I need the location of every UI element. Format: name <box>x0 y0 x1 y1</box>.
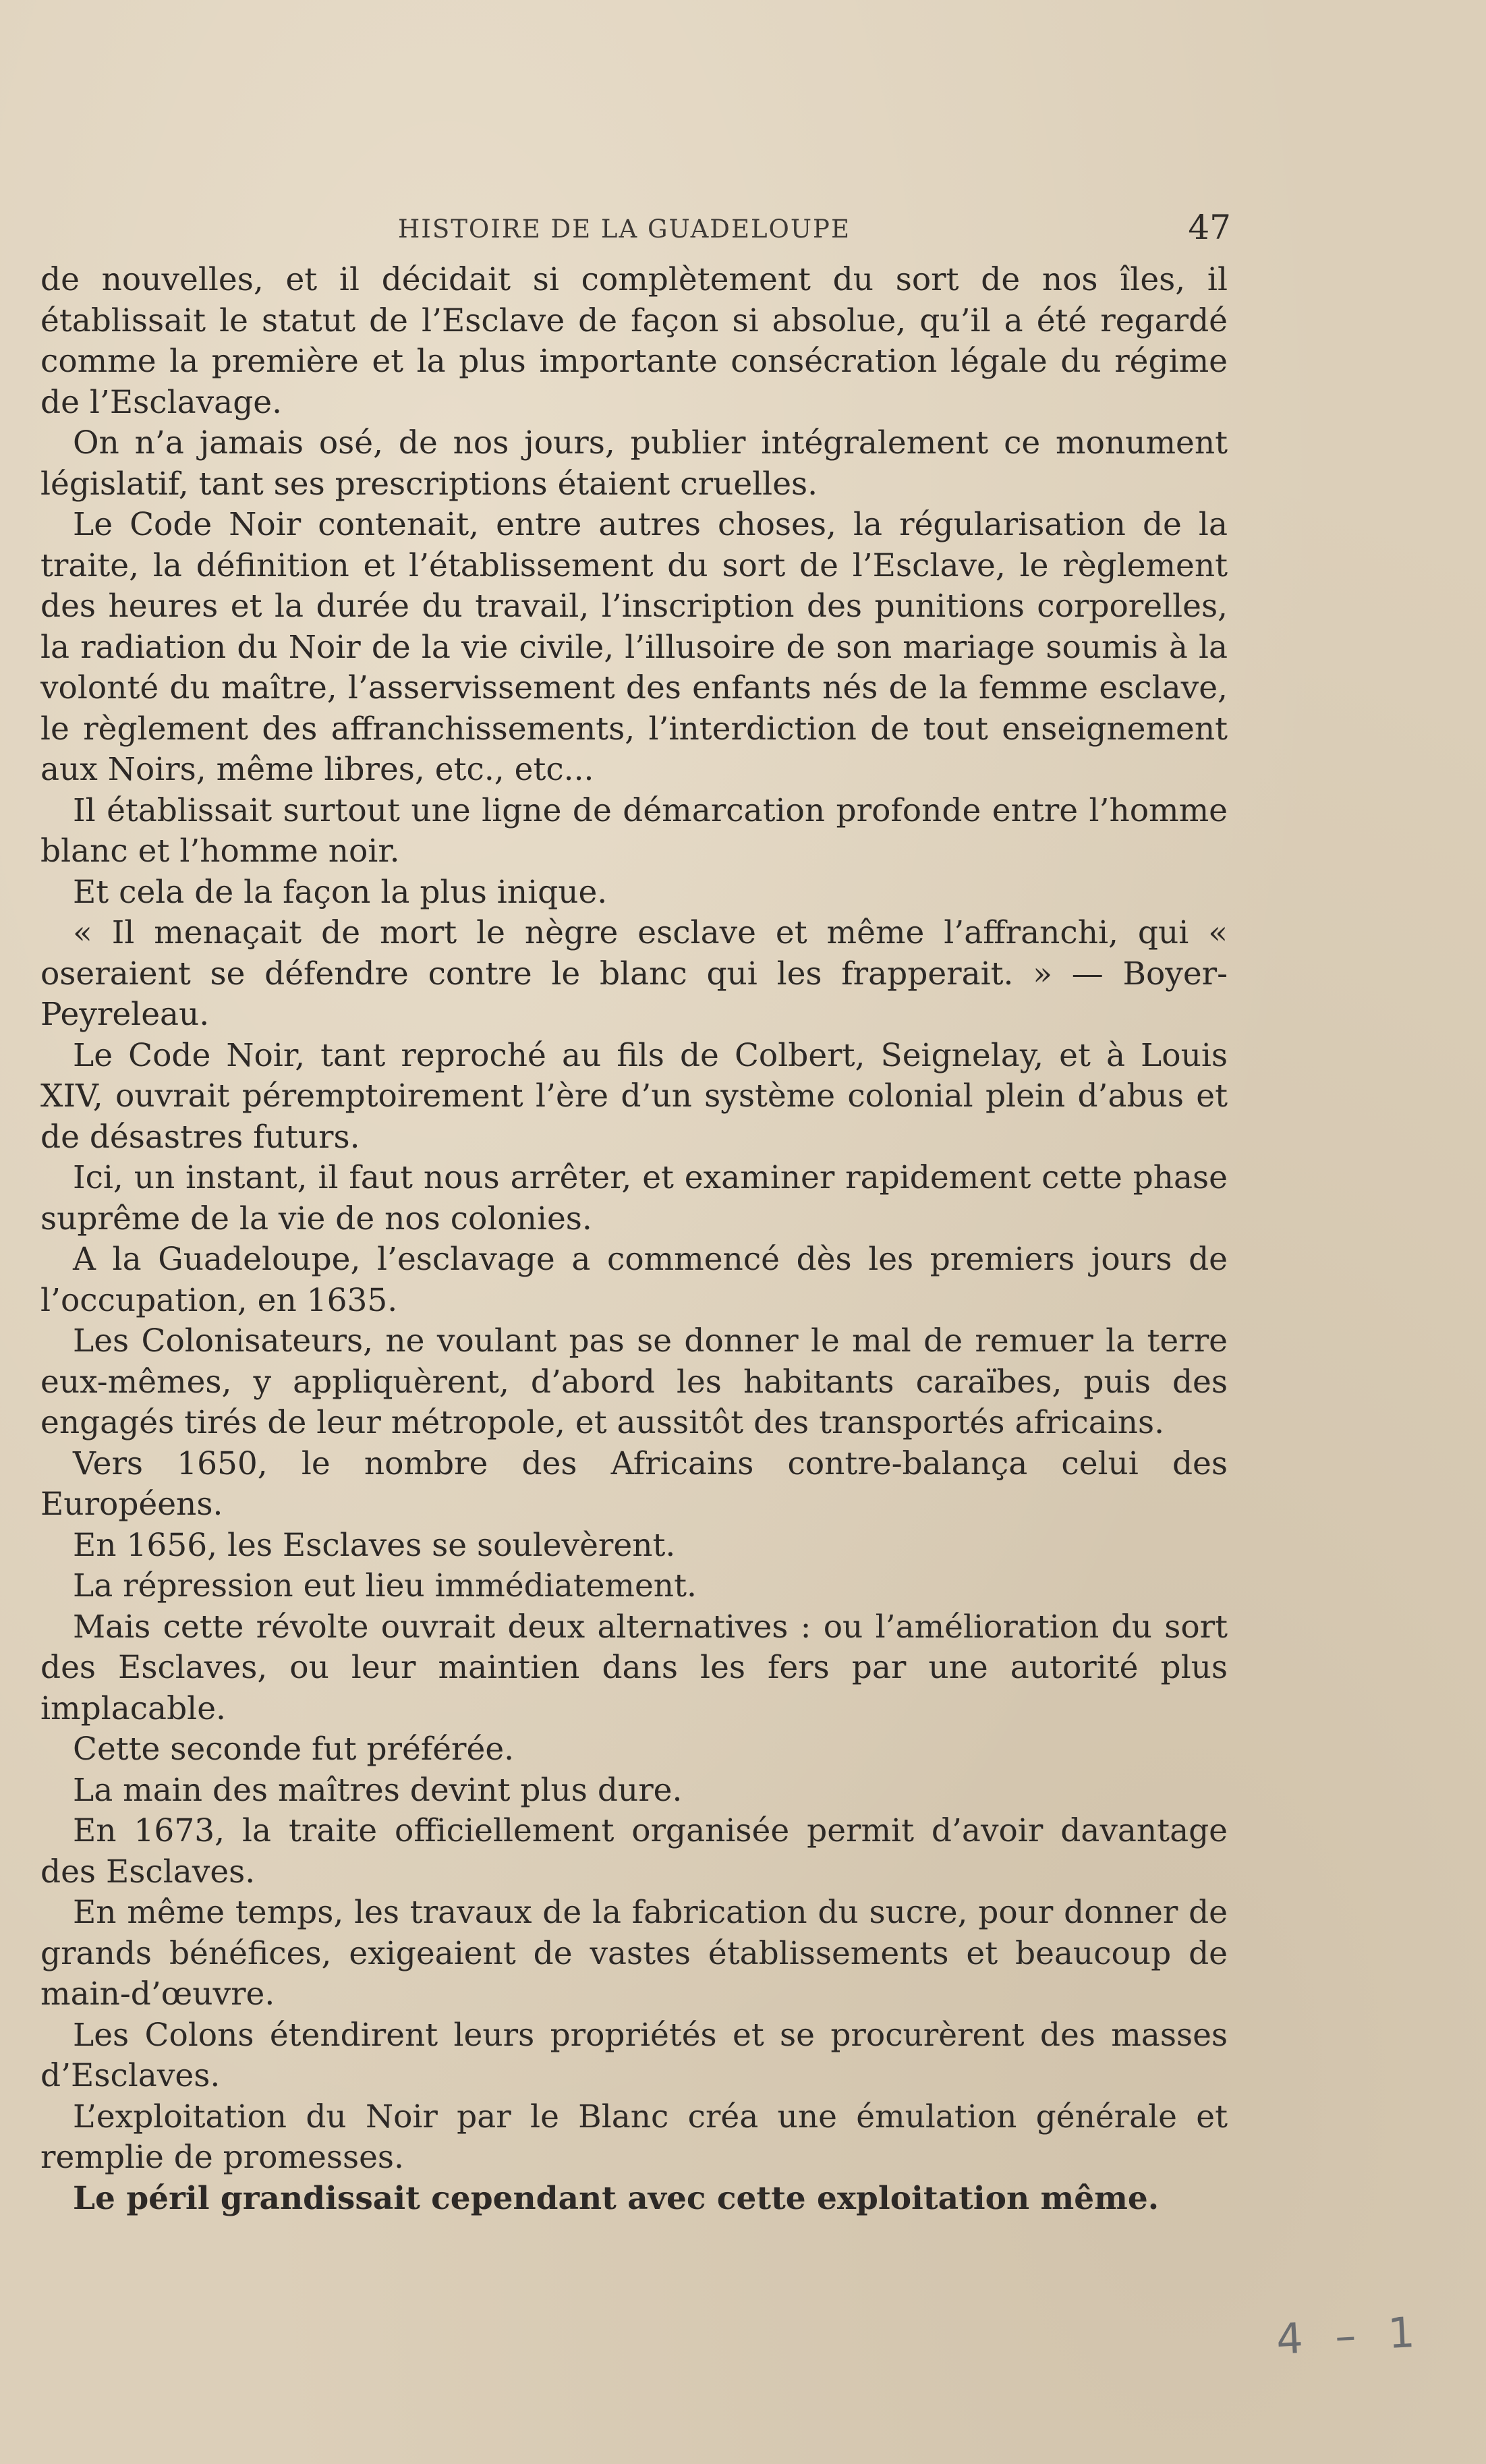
running-title: HISTOIRE DE LA GUADELOUPE <box>398 215 851 244</box>
paragraph: Cette seconde fut préférée. <box>73 1731 515 1768</box>
paragraph: « Il menaçait de mort le nègre esclave et même l’affranchi, qui « oseraient se défendre contre le blanc qui les frapperait. » — Boyer-Peyreleau. <box>40 914 1228 1033</box>
paragraph: L’exploitation du Noir par le Blanc créa une émulation générale et remplie de promesses. <box>40 2098 1228 2176</box>
paragraph: Et cela de la façon la plus inique. <box>73 873 608 911</box>
paragraph: Le Code Noir, tant reproché au fils de Colbert, Seignelay, et à Louis XIV, ouvrait péremptoirement l’ère d’un système colonial plein d’abus et de désastres futurs. <box>40 1036 1228 1156</box>
paragraph: En 1673, la traite officiellement organisée permit d’avoir davantage des Esclaves. <box>40 1812 1228 1891</box>
paragraph: En 1656, les Esclaves se soulevèrent. <box>73 1526 676 1564</box>
paragraph: Vers 1650, le nombre des Africains contre-balança celui des Européens. <box>40 1445 1228 1523</box>
paragraph: A la Guadeloupe, l’esclavage a commencé dès les premiers jours de l’occupation, en 1635. <box>40 1241 1228 1319</box>
paragraph: Le péril grandissait cependant avec cette exploitation même. <box>73 2179 1160 2217</box>
body-text <box>40 260 1228 2219</box>
paragraph: En même temps, les travaux de la fabrication du sucre, pour donner de grands bénéfices, exigeaient de vastes établissements et beaucoup de main-d’œuvre. <box>40 1894 1228 2013</box>
page-number: 47 <box>1188 208 1231 247</box>
paragraph: Il établissait surtout une ligne de démarcation profonde entre l’homme blanc et l’homme noir. <box>40 791 1228 870</box>
paragraph: Mais cette révolte ouvrait deux alternatives : ou l’amélioration du sort des Esclaves, ou leur maintien dans les fers par une autorité plus implacable. <box>40 1608 1228 1727</box>
paragraph: de nouvelles, et il décidait si complètement du sort de nos îles, il établissait le statut de l’Esclave de façon si absolue, qu’il a été regardé comme la première et la plus importante consécration légale du régime de l’Esclavage. <box>40 261 1228 421</box>
paragraph: On n’a jamais osé, de nos jours, publier intégralement ce monument législatif, tant ses prescriptions étaient cruelles. <box>40 424 1228 503</box>
paragraph: Le Code Noir contenait, entre autres choses, la régularisation de la traite, la définition et l’établissement du sort de l’Esclave, le règlement des heures et la durée du travail, l’inscription des punitions corporelles, la radiation du Noir de la vie civile, l’illusoire de son mariage soumis à la volonté du maître, l’asservissement des enfants nés de la femme esclave, le règlement des affranchissements, l’interdiction de tout enseignement aux Noirs, même libres, etc., etc... <box>40 506 1228 788</box>
paragraph: La main des maîtres devint plus dure. <box>73 1771 683 1809</box>
page-header <box>74 208 1231 255</box>
handwritten-folio-note: 4 – 1 <box>1275 2307 1426 2364</box>
paragraph: La répression eut lieu immédiatement. <box>73 1567 697 1604</box>
paragraph: Ici, un instant, il faut nous arrêter, et examiner rapidement cette phase suprême de la vie de nos colonies. <box>40 1159 1228 1237</box>
paragraph: Les Colons étendirent leurs propriétés et se procurèrent des masses d’Esclaves. <box>40 2016 1228 2094</box>
paragraph: Les Colonisateurs, ne voulant pas se donner le mal de remuer la terre eux-mêmes, y appliquèrent, d’abord les habitants caraïbes, puis des engagés tirés de leur métropole, et aussitôt des transportés africains. <box>40 1322 1228 1441</box>
